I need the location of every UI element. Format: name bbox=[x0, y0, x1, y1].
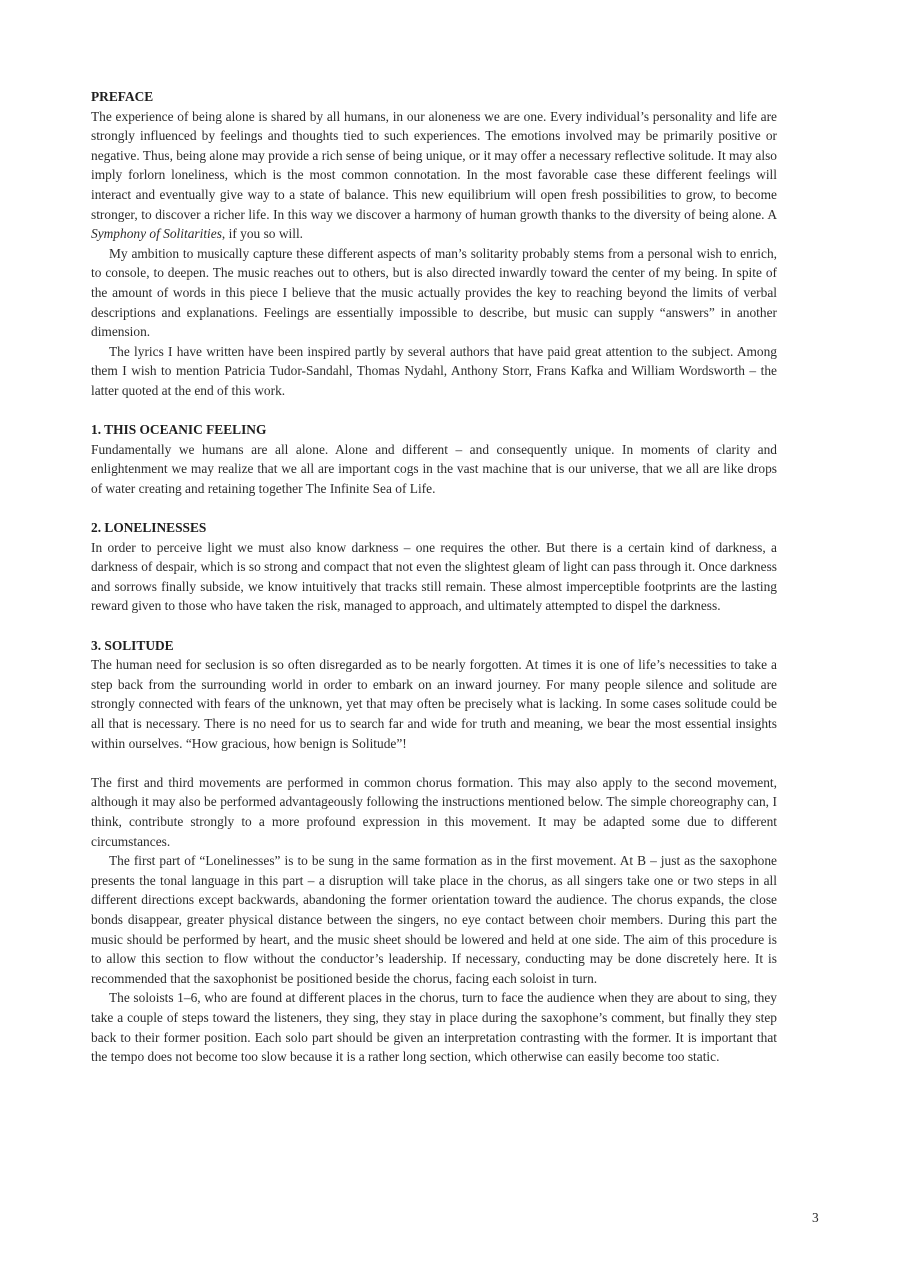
work-title: Symphony of Solitarities bbox=[91, 226, 222, 242]
performance-paragraph-1: The first and third movements are performed in common chorus formation. This may also apply to the second movement, although it may also be performed advantageously following the instructions mentioned below. The simple choreography can, I think, contribute strongly to a more profound expression in this movement. It may be adapted some due to different circumstances. bbox=[91, 774, 777, 849]
preface-paragraph-3: The lyrics I have written have been inspired partly by several authors that have paid great attention to the subject. Among them I wish to mention Patricia Tudor-Sandahl, Thomas Nydahl, Anthony Storr, Frans Kafka and William Wordsworth – the latter quoted at the end of this work. bbox=[91, 343, 777, 398]
performance-notes bbox=[91, 773, 777, 1067]
section-3 bbox=[91, 636, 777, 754]
section-1-heading: 1. THIS OCEANIC FEELING bbox=[91, 422, 267, 438]
performance-paragraph-2: The first part of “Lonelinesses” is to be sung in the same formation as in the first movement. At B – just as the saxophone presents the tonal language in this part – a disruption will take place in the chorus, as all singers take one or two steps in all different directions except backwards, abandoning the former orientation toward the audience. The chorus expands, the close bonds disappear, greater physical distance between the singers, no eye contact between choir members. During this part the music should be performed by heart, and the music sheet should be lowered and held at one side. The aim of this procedure is to allow this section to flow without the conductor’s leadership. If necessary, conducting may be done discretely here. It is recommended that the saxophonist be positioned beside the chorus, facing each soloist in turn. bbox=[91, 853, 777, 986]
section-3-paragraph: The human need for seclusion is so often disregarded as to be nearly forgotten. At times it is one of life’s necessities to take a step back from the surrounding world in order to embark on an inward journey. For many people silence and solitude are strongly connected with fears of the unknown, yet that may often be precisely what is lacking. In some cases solitude could be all that is necessary. There is no need for us to search far and wide for truth and meaning, we bear the most essential insights within ourselves. “How gracious, how benign is Solitude”! bbox=[91, 657, 777, 751]
preface-paragraph-2: My ambition to musically capture these different aspects of man’s solitarity probably stems from a personal wish to enrich, to console, to deepen. The music reaches out to others, but is also directed inwardly toward the center of my being. In spite of the amount of words in this piece I believe that the music actually provides the key to reaching beyond the limits of verbal descriptions and explanations. Feelings are essentially impossible to describe, but music can supply “answers” in another dimension. bbox=[91, 245, 777, 340]
preface-paragraph-1-text-b: , if you so will. bbox=[221, 226, 304, 242]
performance-paragraph-3: The soloists 1–6, who are found at different places in the chorus, turn to face the audience when they are about to sing, they take a couple of steps toward the listeners, they sing, they stay in place during the saxophone’s comment, but finally they step back to their former position. Each solo part should be given an interpretation contrasting with the former. It is important that the tempo does not become too slow because it is a rather long section, which otherwise can easily become too static. bbox=[91, 990, 777, 1065]
preface-heading: PREFACE bbox=[91, 89, 154, 104]
section-2-heading: 2. LONELINESSES bbox=[91, 520, 207, 536]
section-1-paragraph: Fundamentally we humans are all alone. Alone and different – and consequently unique. In moments of clarity and enlightenment we may realize that we all are important cogs in the vast machine that is our universe, that we all are like drops of water creating and retaining together The Infinite Sea of Life. bbox=[91, 441, 777, 496]
section-2 bbox=[91, 518, 777, 616]
section-2-paragraph: In order to perceive light we must also know darkness – one requires the other. But there is a certain kind of darkness, a darkness of despair, which is so strong and compact that not even the slightest gleam of light can pass through it. Once darkness and sorrows finally subside, we know intuitively that tracks still remain. These almost imperceptible footprints are the lasting reward given to those who have taken the risk, managed to approach, and ultimately attempted to dispel the darkness. bbox=[91, 539, 777, 614]
preface-paragraph-1 bbox=[91, 107, 777, 244]
section-1 bbox=[91, 420, 777, 498]
page-number: 3 bbox=[812, 1210, 819, 1225]
preface-paragraph-1-text-a: The experience of being alone is shared by all humans, in our aloneness we are one. Every individual’s personality and life are strongly influenced by feelings and thoughts tied to such experiences. The emotions involved may be primarily positive or negative. Thus, being alone may provide a rich sense of being unique, or it may offer a necessary reflective solitude. It may also imply forlorn loneliness, which is the most common connotation. In the most favorable case these different feelings will interact and eventually give way to a state of balance. This new equilibrium will open fresh possibilities to grow, to become stronger, to discover a richer life. In this way we discover a harmony of human growth thanks to the diversity of being alone. A bbox=[91, 108, 777, 222]
preface-section bbox=[91, 87, 777, 401]
document-page bbox=[91, 87, 777, 1067]
section-3-heading: 3. SOLITUDE bbox=[91, 637, 174, 653]
